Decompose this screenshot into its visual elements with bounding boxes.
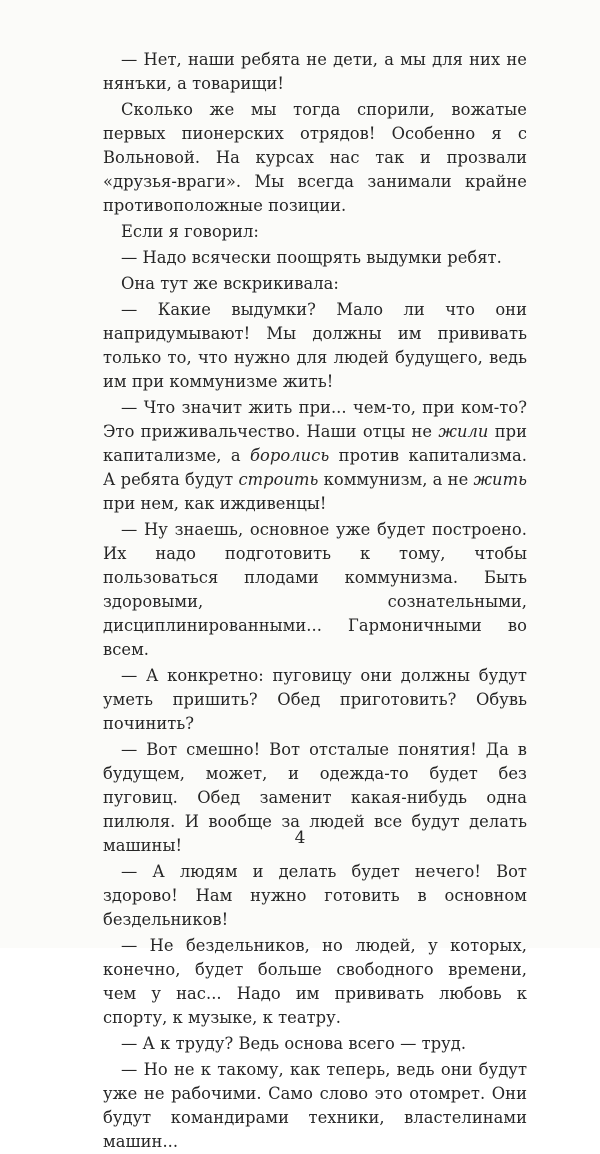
italic-text: строить [238,470,319,489]
text-segment: против капитализма. А ребята будут [103,446,528,489]
paragraph [103,1032,527,1056]
text-segment: — Какие выдумки? Мало ли что они напридумывают! Мы должны им прививать только то, что нужно для людей будущего, ведь им при коммунизме жить! [103,300,527,391]
text-segment: — Ну знаешь, основное уже будет построено. Их надо подготовить к тому, чтобы пользоваться плодами коммунизма. Быть здоровыми, сознательными, дисциплинированными... Гармоничными во всем. [103,520,527,659]
italic-text: жить [473,470,527,489]
text-segment: — А к труду? Ведь основа всего — труд. [121,1034,467,1053]
paragraph [103,272,527,296]
paragraph [103,220,527,244]
paragraph [103,664,527,736]
italic-text: боролись [250,446,330,465]
paragraph [103,98,527,218]
paragraph [103,860,527,932]
text-segment: — Что значит жить при... чем-то, при ком-то? Это приживальчество. Наши отцы не [103,398,527,441]
paragraph [103,396,527,516]
paragraph [103,1058,527,1154]
paragraph [103,246,527,270]
paragraph [103,518,527,662]
text-segment: — Но не к такому, как теперь, ведь они будут уже не рабочими. Само слово это отомрет. Они будут командирами техники, властелинами машин... [103,1060,527,1151]
page-number: 4 [294,828,306,848]
paragraph [103,298,527,394]
text-segment: Она тут же вскрикивала: [121,274,339,293]
italic-text: жили [438,422,489,441]
body-text [103,48,527,1154]
text-segment: при нем, как иждивенцы! [103,494,327,513]
text-segment: — Нет, наши ребята не дети, а мы для них не нянъки, а товарищи! [103,50,527,93]
text-segment: — А людям и делать будет нечего! Вот здорово! Нам нужно готовить в основном бездельников! [103,862,527,929]
text-segment: — А конкретно: пуговицу они должны будут уметь пришить? Обед приготовить? Обувь починить? [103,666,527,733]
text-segment: — Не бездельников, но людей, у которых, конечно, будет больше свободного времени, чем у нас... Надо им прививать любовь к спорту, к музыке, к театру. [103,936,527,1027]
text-segment: Если я говорил: [121,222,259,241]
paragraph [103,934,527,1030]
text-segment: при капитализме, а [103,422,527,465]
paragraph [103,48,527,96]
text-segment: коммунизм, а не [318,470,474,489]
text-segment: — Вот смешно! Вот отсталые понятия! Да в будущем, может, и одежда-то будет без пуговиц. Обед заменит какая-нибудь одна пилюля. И вообще за людей все будут делать машины! [103,740,527,855]
text-segment: — Надо всячески поощрять выдумки ребят. [121,248,502,267]
text-segment: Сколько же мы тогда спорили, вожатые первых пионерских отрядов! Особенно я с Вольновой. На курсах нас так и прозвали «друзья-враги». Мы всегда занимали крайне противоположные позиции. [103,100,527,215]
